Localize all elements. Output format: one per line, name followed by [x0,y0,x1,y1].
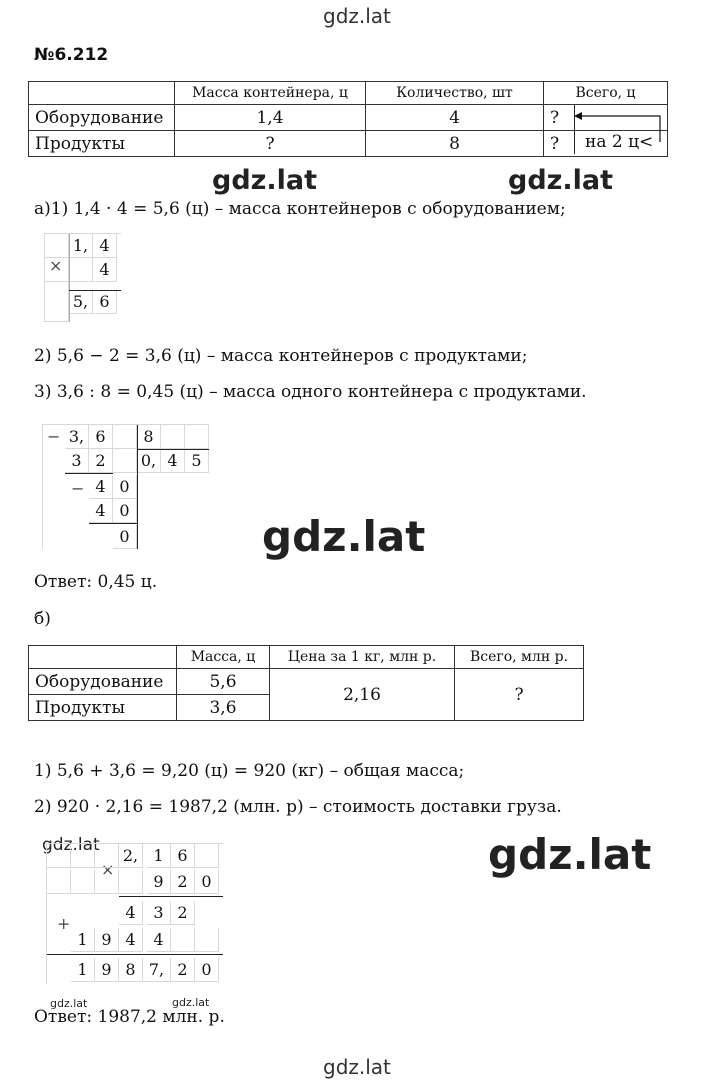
table-header-cell: Масса контейнера, ц [175,82,366,105]
digit: 6 [171,844,195,868]
division-grid [42,424,209,549]
table-cost [28,645,584,721]
plus-sign: + [57,914,71,933]
table-cell: Оборудование [29,105,175,131]
digit: 9 [95,928,119,952]
digit: 7, [143,958,171,982]
multiplication-grid-b [46,843,223,984]
table-header-cell [29,82,175,105]
table-cell-value: ? [550,133,560,154]
digit: 8 [119,958,143,982]
digit: 4 [147,928,171,952]
table-cell: Продукты [29,131,175,157]
part-b-label: б) [34,609,51,629]
digit: 1 [71,928,95,952]
table-cell: Продукты [29,695,177,721]
part-a-step1: а)1) 1,4 · 4 = 5,6 (ц) – масса контейнеров с оборудованием; [34,199,566,219]
digit: 2 [171,958,195,982]
digit: 4 [119,928,143,952]
digit: 1, [69,234,93,258]
table-header-row [29,82,668,105]
digit: 8 [137,425,161,449]
minus-sign: − [47,427,61,446]
table-cell: 4 [366,105,544,131]
digit: 4 [89,475,113,499]
table-cell-total: ? [455,669,584,721]
digit: 2 [89,449,113,473]
digit: 3 [147,901,171,925]
digit: 4 [93,234,117,258]
digit: 2 [171,870,195,894]
table-cell: ? [175,131,366,157]
part-b-step2: 2) 920 · 2,16 = 1987,2 (млн. р) – стоимость доставки груза. [34,797,562,817]
table-header-cell: Масса, ц [177,646,270,669]
digit: 4 [161,449,185,473]
digit: 3 [65,449,89,473]
digit: 2 [171,901,195,925]
difference-note: на 2 ц< [585,132,654,152]
table-cell: 3,6 [177,695,270,721]
table-header-row [29,646,584,669]
table-cell-value: ? [550,107,560,128]
digit: 1 [147,844,171,868]
table-cell: Оборудование [29,669,177,695]
part-a-answer: Ответ: 0,45 ц. [34,572,158,592]
digit: 2, [119,844,143,868]
part-a-step3: 3) 3,6 : 8 = 0,45 (ц) – масса одного контейнера с продуктами. [34,382,587,402]
multiplication-grid-a [44,233,121,322]
multiply-sign: × [49,256,63,275]
watermark-b-right: gdz.lat [488,830,652,879]
digit: 0, [137,449,161,473]
table-header-cell: Всего, ц [544,82,668,105]
digit: 0 [195,958,219,982]
digit: 3, [65,425,89,449]
digit: 4 [89,499,113,523]
table-header-cell: Всего, млн р. [455,646,584,669]
digit: 0 [113,499,137,523]
digit: 0 [113,525,137,549]
table-cell: 1,4 [175,105,366,131]
watermark-small-2: gdz.lat [172,996,210,1009]
table-cell: 8 [366,131,544,157]
comparison-arrow-icon [572,108,662,148]
watermark-a-left: gdz.lat [212,165,318,196]
part-b-step1: 1) 5,6 + 3,6 = 9,20 (ц) = 920 (кг) – общая масса; [34,761,465,781]
part-a-step2: 2) 5,6 − 2 = 3,6 (ц) – масса контейнеров с продуктами; [34,346,528,366]
digit: 0 [113,475,137,499]
watermark-middle: gdz.lat [262,512,426,561]
table-cell: 5,6 [177,669,270,695]
part-b-answer: Ответ: 1987,2 млн. р. [34,1007,225,1027]
watermark-b-left: gdz.lat [42,835,100,855]
problem-number: №6.212 [34,45,109,65]
digit: 6 [93,290,117,314]
digit: 4 [93,258,117,282]
watermark-bottom: gdz.lat [323,1055,391,1079]
table-row [29,669,584,695]
digit: 1 [71,958,95,982]
table-cell-price: 2,16 [270,669,455,721]
watermark-a-right: gdz.lat [508,165,614,196]
digit: 9 [95,958,119,982]
digit: 9 [147,870,171,894]
digit: 5 [185,449,209,473]
table-header-cell: Цена за 1 кг, млн р. [270,646,455,669]
digit: 4 [119,901,143,925]
multiply-sign: × [101,860,115,879]
digit: 0 [195,870,219,894]
minus-sign: − [71,479,85,498]
watermark-top: gdz.lat [323,4,391,28]
watermark-small-1: gdz.lat [50,997,88,1010]
digit: 6 [89,425,113,449]
table-header-cell [29,646,177,669]
digit: 5, [69,290,93,314]
table-header-cell: Количество, шт [366,82,544,105]
